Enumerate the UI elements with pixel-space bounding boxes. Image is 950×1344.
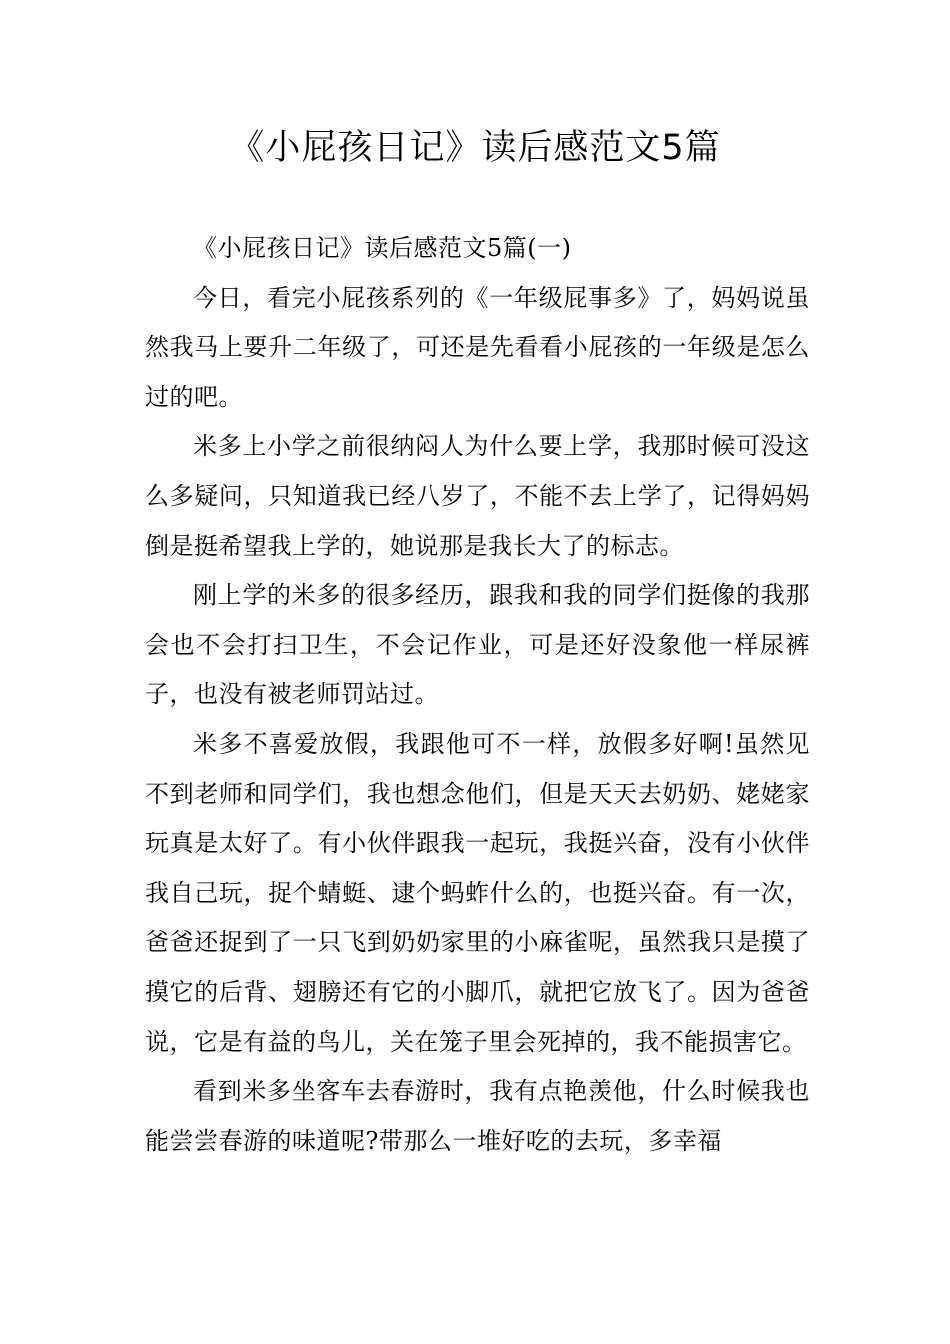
paragraph: 今日，看完小屁孩系列的《一年级屁事多》了，妈妈说虽然我马上要升二年级了，可还是先看看小屁孩的一年级是怎么过的吧。 xyxy=(145,283,810,411)
paragraph: 看到米多坐客车去春游时，我有点艳羡他，什么时候我也能尝尝春游的味道呢?带那么一堆好吃的去玩，多幸福 xyxy=(145,1077,810,1155)
document-body xyxy=(145,224,810,1166)
paragraph: 米多上小学之前很纳闷人为什么要上学，我那时候可没这么多疑问，只知道我已经八岁了，不能不去上学了，记得妈妈倒是挺希望我上学的，她说那是我长大了的标志。 xyxy=(145,432,810,560)
paragraph: 刚上学的米多的很多经历，跟我和我的同学们挺像的我那会也不会打扫卫生，不会记作业，可是还好没象他一样尿裤子，也没有被老师罚站过。 xyxy=(145,581,810,709)
section-heading: 《小屁孩日记》读后感范文5篇(一) xyxy=(193,234,572,262)
document-title: 《小屁孩日记》读后感范文5篇 xyxy=(229,128,721,168)
paragraph: 米多不喜爱放假，我跟他可不一样，放假多好啊!虽然见不到老师和同学们，我也想念他们，但是天天去奶奶、姥姥家玩真是太好了。有小伙伴跟我一起玩，我挺兴奋，没有小伙伴我自己玩，捉个蜻蜓、逮个蚂蚱什么的，也挺兴奋。有一次，爸爸还捉到了一只飞到奶奶家里的小麻雀呢，虽然我只是摸了摸它的后背、翅膀还有它的小脚爪，就把它放飞了。因为爸爸说，它是有益的鸟儿，关在笼子里会死掉的，我不能损害它。 xyxy=(145,729,810,1056)
